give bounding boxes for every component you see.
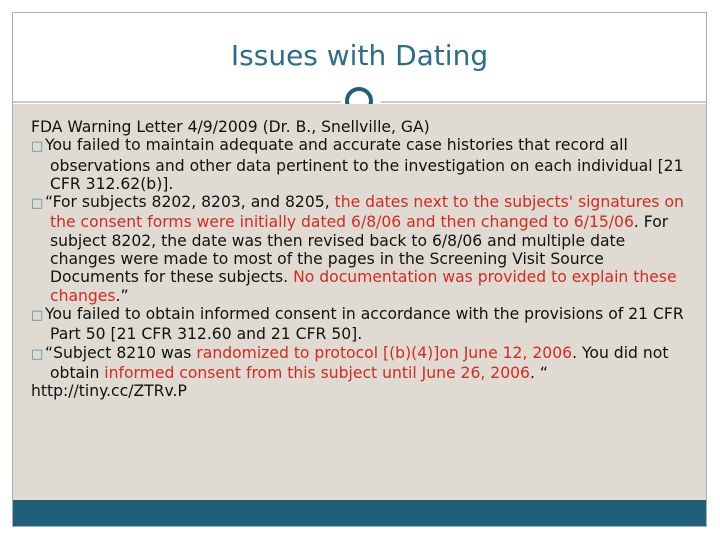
bullet-text: .” — [115, 286, 129, 305]
bullet-text: “For subjects 8202, 8203, and 8205, — [45, 193, 335, 212]
body-text — [31, 118, 691, 400]
intro-line: FDA Warning Letter 4/9/2009 (Dr. B., Snellville, GA) — [31, 118, 430, 136]
bullet-item — [31, 344, 691, 383]
bullet-item — [31, 193, 691, 305]
slide-title: Issues with Dating — [230, 39, 489, 72]
slide — [12, 12, 707, 527]
square-bullet-icon: □ — [31, 346, 44, 362]
highlight-text: the dates next to the subjects' signatures on the consent forms were initially dated 6/8/06 and then changed to 6/15/06 — [50, 193, 684, 232]
bullet-list — [31, 136, 691, 382]
highlight-text: randomized to protocol [(b)(4)]on June 12, 2006 — [196, 343, 573, 362]
square-bullet-icon: □ — [31, 307, 44, 323]
bullet-text: . “ — [529, 363, 548, 382]
footer-bar — [13, 500, 706, 526]
square-bullet-icon: □ — [31, 196, 44, 212]
bullet-text: . You did not obtain — [50, 343, 669, 382]
bullet-text: . For subject 8202, the date was then revised back to 6/8/06 and multiple date changes were made to most of the pages in the Screening Visit Source Documents for these subjects. — [50, 213, 669, 287]
square-bullet-icon: □ — [31, 139, 44, 155]
highlight-text: No documentation was provided to explain these changes — [50, 268, 677, 305]
content-panel — [13, 104, 706, 500]
bullet-text: You failed to maintain adequate and accurate case histories that record all observations and other data pertinent to the investigation on each individual [21 CFR 312.62(b)]. — [45, 136, 684, 193]
bullet-item — [31, 305, 691, 344]
highlight-text: informed consent from this subject until June 26, 2006 — [104, 363, 530, 382]
bullet-text: You failed to obtain informed consent in accordance with the provisions of 21 CFR Part 50 [21 CFR 312.60 and 21 CFR 50]. — [45, 304, 684, 344]
bullet-item — [31, 136, 691, 193]
bullet-text: “Subject 8210 was — [45, 343, 197, 362]
source-link[interactable]: http://tiny.cc/ZTRv.P — [31, 382, 187, 401]
